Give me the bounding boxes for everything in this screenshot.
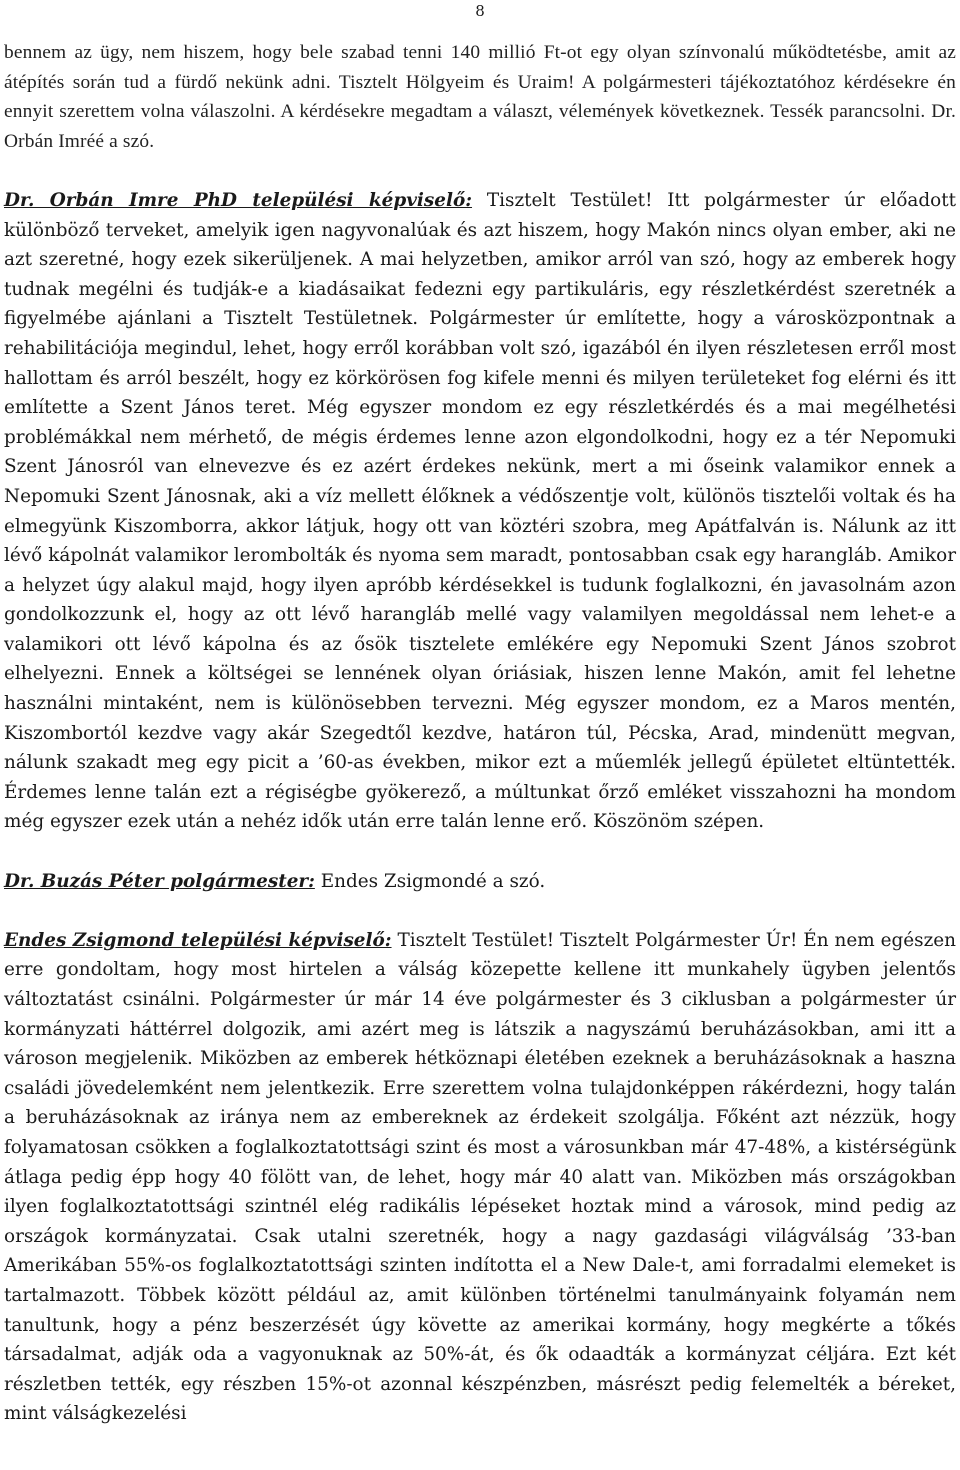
page-number: 8 <box>475 2 485 20</box>
paragraph-endes-zsigmond <box>4 926 956 1429</box>
paragraph-buzas-peter <box>4 867 956 897</box>
paragraph-continuation <box>4 38 956 156</box>
paragraph-text: Endes Zsigmondé a szó. <box>314 870 546 892</box>
paragraph-text: Tisztelt Testület! Tisztelt Polgármester Úr! Én nem egészen erre gondoltam, hogy most hirtelen a válság közepette kellene itt munkahely ügyben jelentős változtatást csinálni. Polgármester úr már 14 éve polgármester és 3 ciklusban a polgármester úr kormányzati háttérrel dolgozik, ami azért meg is látszik a nagyszámú beruházásokban, ami itt a városon megjelenik. Miközben az emberek hétköznapi életében ezeknek a beruházásoknak a haszna családi jövedelemként nem jelentkezik. Erre szerettem volna tulajdonképpen rákérdezni, hogy talán a beruházásoknak az iránya nem az embereknek az érdekeit szolgálja. Főként azt nézzük, hogy folyamatosan csökken a foglalkoztatottsági szint és most a városunkban már 47-48%, a kistérségünk átlaga pedig épp hogy 40 fölött van, de lehet, hogy már 40 alatt van. Miközben más országokban ilyen foglalkoztatottsági szintnél elég radikális lépéseket hoztak mind a városok, mind pedig az országok kormányzatai. Csak utalni szeretnék, hogy a nagy gazdasági világválság ’33-ban Amerikában 55%-os foglalkoztatottsági szinten indította el a New Dale-t, ami forradalmi elemeket is tartalmazott. Többek között például az, amit különben történelmi tanulmányaink folyamán nem tanultunk, hogy a pénz beszerzését úgy követte az amerikai kormány, hogy megkérte a tőkés társadalmat, adják oda a vagyonuknak az 50%-át, és ők odaadták a kormányzat céljára. Ezt két részletben tették, egy részben 15%-ot azonnal készpénzben, másrészt pedig felemelték a béreket, mint válságkezelési <box>4 929 956 1425</box>
speaker-label: Dr. Orbán Imre PhD települési képviselő: <box>4 189 473 211</box>
paragraph-orban-imre <box>4 186 956 837</box>
speaker-label: Endes Zsigmond települési képviselő: <box>4 929 392 951</box>
paragraph-text: Tisztelt Testület! Itt polgármester úr előadott különböző terveket, amelyik igen nagyvonalúak és azt hiszem, hogy Makón nincs olyan ember, aki ne azt szeretné, hogy ezek sikerüljenek. A mai helyzetben, amikor arról van szó, hogy az emberek hogy tudnak megélni és tudják-e a kiadásaikat fedezni egy partikuláris, egy részletkérdést szeretnék a figyelmébe ajánlani a Tisztelt Testületnek. Polgármester úr említette, hogy a városközpontnak a rehabilitációja megindul, lehet, hogy erről korábban volt szó, igazából én ilyen részletesen erről most hallottam és arról beszélt, hogy ez körkörösen fog kifele menni és milyen területeket fog elérni és itt említette a Szent János teret. Még egyszer mondom ez egy részletkérdés és a mai megélhetési problémákkal nem mérhető, de mégis érdemes lenne azon elgondolkodni, hogy ez a tér Nepomuki Szent Jánosról van elnevezve és ez azért érdekes nekünk, mert a mi őseink valamikor ennek a Nepomuki Szent Jánosnak, aki a víz mellett élőknek a védőszentje volt, különös tisztelői voltak és ha elmegyünk Kiszomborra, akkor látjuk, hogy ott van köztéri szobra, meg Apátfalván is. Nálunk az itt lévő kápolnát valamikor lerombolták és nyoma sem maradt, pontosabban csak egy harangláb. Amikor a helyzet úgy alakul majd, hogy ilyen apróbb kérdésekkel is tudunk foglalkozni, én javasolnám azon gondolkozzunk el, hogy az ott lévő harangláb mellé vagy valamilyen megoldással nem lehet-e a valamikori ott lévő kápolna és az ősök tisztelete emlékére egy Nepomuki Szent János szobrot elhelyezni. Ennek a költségei se lennének olyan óriásiak, hiszen lenne Makón, amit fel lehetne használni mintaként, nem is különösebben tervezni. Még egyszer mondom, ez a Maros mentén, Kiszombortól kezdve vagy akár Szegedtől kezdve, határon túl, Pécska, Arad, mindenütt megvan, nálunk szakadt meg egy picit a ’60-as években, mikor ezt a műemlék jellegű épületet eltüntették. Érdemes lenne talán ezt a régiségbe gyökerező, a múltunkat őrző emléket visszahozni ha mondom még egyszer ezek után a nehéz idők után erre talán lenne erő. Köszönöm szépen. <box>4 189 957 833</box>
paragraph-text: bennem az ügy, nem hiszem, hogy bele szabad tenni 140 millió Ft-ot egy olyan színvonalú működtetésbe, amit az átépítés során tud a fürdő nekünk adni. Tisztelt Hölgyeim és Uraim! A polgármesteri tájékoztatóhoz kérdésekre én ennyit szerettem volna válaszolni. A kérdésekre megadtam a választ, vélemények következnek. Tessék parancsolni. Dr. Orbán Imréé a szó. <box>4 42 956 152</box>
document-body <box>4 38 956 1429</box>
speaker-label: Dr. Buzás Péter polgármester: <box>4 870 315 892</box>
